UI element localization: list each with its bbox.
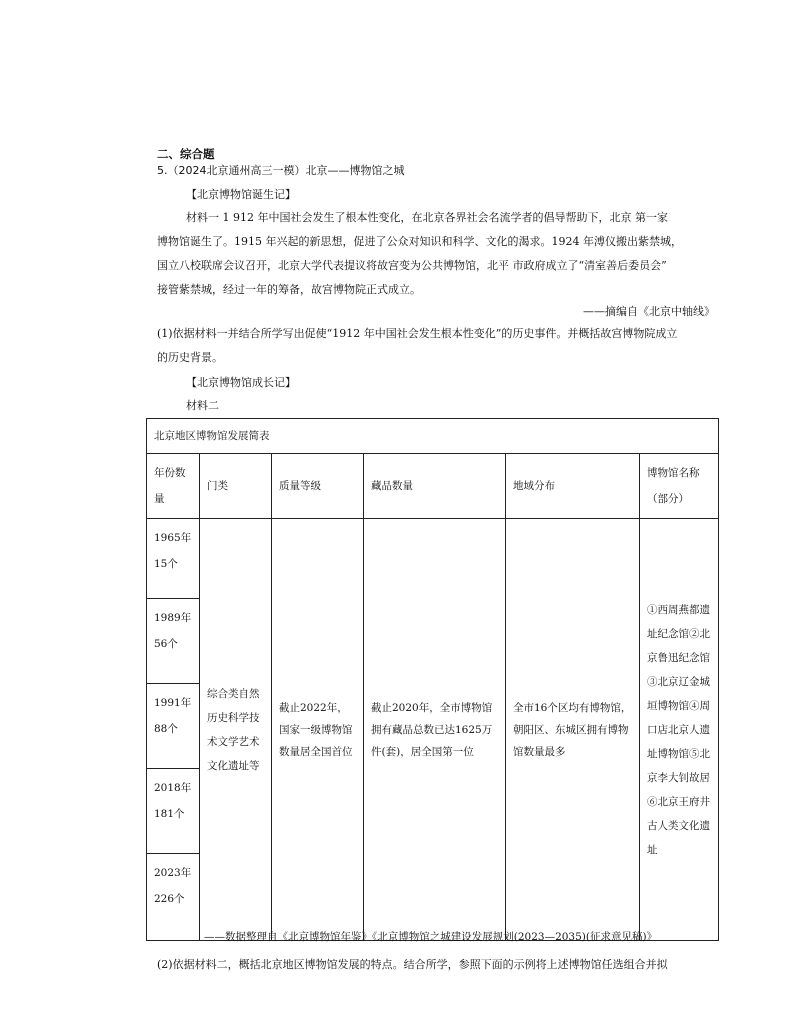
header-collection: 藏品数量 xyxy=(364,454,506,519)
question-2: (2)依据材料二，概括北京地区博物馆发展的特点。结合所学，参照下面的示例将上述博物馆任选组合并拟 xyxy=(157,958,668,971)
quality-cell: 截止2022年，国家一级博物馆数量居全国首位 xyxy=(272,519,364,941)
material-one-line: 博物馆诞生了。1915 年兴起的新思想，促进了公众对知识和科学、文化的渴求。1924 年溥仪搬出紫禁城， xyxy=(157,235,682,248)
header-names: 博物馆名称（部分） xyxy=(640,454,719,519)
material-two-label: 材料二 xyxy=(186,399,219,412)
question-1-line: (1)依据材料一并结合所学写出促使“1912 年中国社会发生根本性变化”的历史事件。并概括故宫博物院成立 xyxy=(157,327,678,340)
material-one-source: ——摘编自《北京中轴线》 xyxy=(583,305,715,318)
table-title: 北京地区博物馆发展简表 xyxy=(147,419,719,454)
header-category: 门类 xyxy=(200,454,272,519)
year-row: 1991年88个 xyxy=(147,684,200,769)
part2-heading: 【北京博物馆成长记】 xyxy=(186,376,296,389)
header-distribution: 地域分布 xyxy=(506,454,640,519)
year-row: 1989年56个 xyxy=(147,599,200,684)
question-1 xyxy=(157,322,717,370)
museum-table xyxy=(146,418,719,941)
section-title: 二、综合题 xyxy=(157,147,215,161)
header-quality: 质量等级 xyxy=(272,454,364,519)
question-1-line: 的历史背景。 xyxy=(157,351,223,364)
year-row: 2018年181个 xyxy=(147,769,200,854)
material-one-line: 国立八校联席会议召开，北京大学代表提议将故宫变为公共博物馆，北平 市政府成立了“清室善后委员会” xyxy=(157,259,667,272)
names-cell: ①西周燕都遗址纪念馆②北京鲁迅纪念馆③北京辽金城垣博物馆④周口店北京人遗址博物馆⑤北京李大钊故居⑥北京王府井古人类文化遗址 xyxy=(640,519,719,941)
year-row: 1965年15个 xyxy=(147,519,200,599)
category-cell: 综合类自然历史科学技术文学艺术文化遗址等 xyxy=(200,519,272,941)
material-one-line: 材料一 1 912 年中国社会发生了根本性变化，在北京各界社会名流学者的倡导帮助下，北京 第一家 xyxy=(186,211,668,224)
part1-heading: 【北京博物馆诞生记】 xyxy=(186,188,296,201)
material-one-line: 接管紫禁城，经过一年的筹备，故宫博物院正式成立。 xyxy=(157,283,421,296)
header-year: 年份数量 xyxy=(147,454,200,519)
question-header: 5.（2024北京通州高三一模）北京——博物馆之城 xyxy=(157,164,405,177)
distribution-cell: 全市16个区均有博物馆，朝阳区、东城区拥有博物馆数量最多 xyxy=(506,519,640,941)
table-source-note: ——数据整理自《北京博物馆年鉴》《北京博物馆之城建设发展规划(2023—2035)(征求意见稿)》 xyxy=(204,931,658,943)
collection-cell: 截止2020年，全市博物馆拥有藏品总数已达1625万件(套)，居全国第一位 xyxy=(364,519,506,941)
material-one xyxy=(157,206,716,302)
year-row: 2023年226个 xyxy=(147,854,200,941)
